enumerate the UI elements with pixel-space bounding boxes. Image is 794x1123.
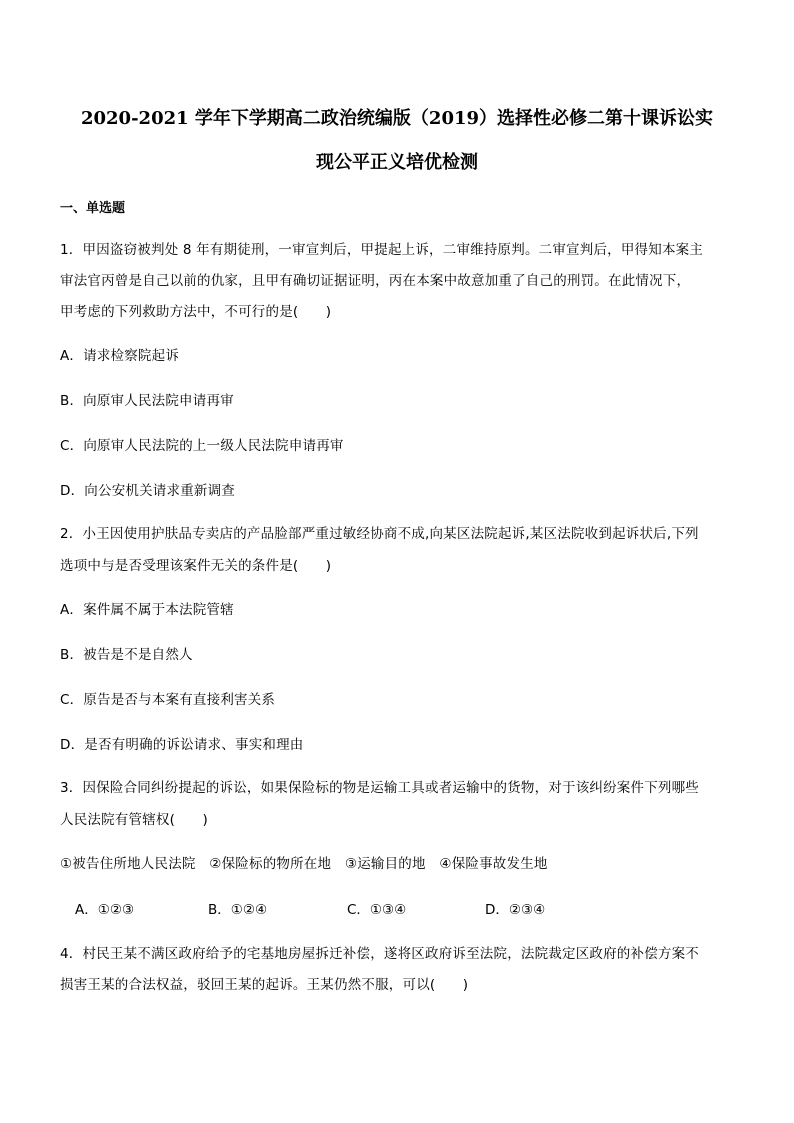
- question-2-stem-line: 2．小王因使用护肤品专卖店的产品脸部严重过敏经协商不成,向某区法院起诉,某区法院收到起诉状后,下列: [60, 526, 699, 542]
- question-1-stem-line: 甲考虑的下列救助方法中，不可行的是( ): [60, 304, 332, 320]
- question-3-option-d: D．②③④: [485, 902, 546, 918]
- question-1-option-c: C．向原审人民法院的上一级人民法院申请再审: [60, 438, 344, 454]
- question-2-option-d: D．是否有明确的诉讼请求、事实和理由: [60, 737, 304, 753]
- question-1-option-a: A．请求检察院起诉: [60, 348, 180, 364]
- document-title-line-2: 现公平正义培优检测: [316, 152, 478, 173]
- section-heading: 一、单选题: [60, 201, 126, 216]
- question-4-stem-line: 损害王某的合法权益，驳回王某的起诉。王某仍然不服，可以( ): [60, 977, 469, 993]
- question-2-option-a: A．案件属不属于本法院管辖: [60, 602, 234, 618]
- question-3-option-a: A．①②③: [75, 902, 135, 918]
- question-3-stem-line: 3．因保险合同纠纷提起的诉讼，如果保险标的物是运输工具或者运输中的货物，对于该纠纷案件下列哪些: [60, 780, 699, 796]
- question-2-stem-line: 选项中与是否受理该案件无关的条件是( ): [60, 558, 332, 574]
- question-1-stem-line: 审法官丙曾是自己以前的仇家，且甲有确切证据证明，丙在本案中故意加重了自己的刑罚。在此情况下，: [60, 273, 691, 289]
- question-1-option-b: B．向原审人民法院申请再审: [60, 393, 234, 409]
- question-3-stem-line: 人民法院有管辖权( ): [60, 812, 208, 828]
- question-2-option-b: B．被告是不是自然人: [60, 647, 193, 663]
- question-1-stem-line: 1．甲因盗窃被判处 8 年有期徒刑，一审宣判后，甲提起上诉，二审维持原判。二审宣判后，甲得知本案主: [60, 242, 704, 258]
- question-4-stem-line: 4．村民王某不满区政府给予的宅基地房屋拆迁补偿，遂将区政府诉至法院，法院裁定区政府的补偿方案不: [60, 946, 699, 962]
- question-3-option-c: C．①③④: [347, 902, 407, 918]
- question-2-option-c: C．原告是否与本案有直接利害关系: [60, 692, 276, 708]
- document-title-line-1: 2020-2021 学年下学期高二政治统编版（2019）选择性必修二第十课诉讼实: [80, 108, 714, 129]
- question-3-statements: ①被告住所地人民法院 ②保险标的物所在地 ③运输目的地 ④保险事故发生地: [60, 856, 548, 872]
- question-3-option-b: B．①②④: [208, 902, 268, 918]
- question-1-option-d: D．向公安机关请求重新调查: [60, 483, 235, 499]
